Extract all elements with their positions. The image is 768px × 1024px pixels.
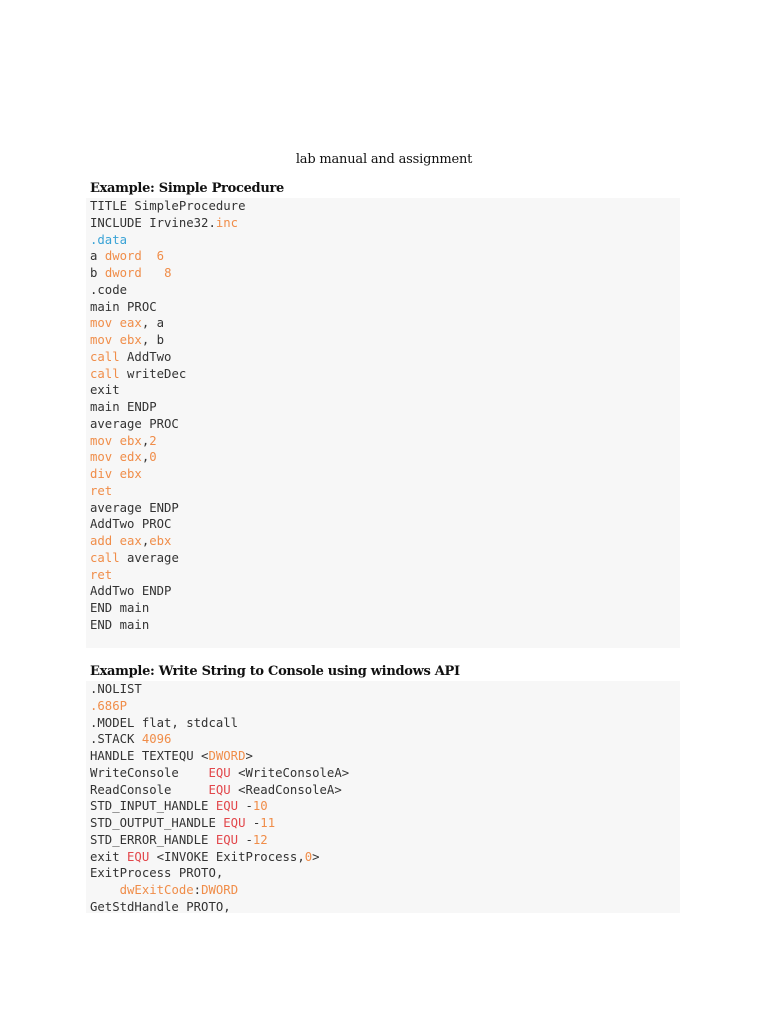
code-line xyxy=(90,215,676,232)
code-token: ret xyxy=(90,567,113,582)
code-line xyxy=(90,715,676,732)
code-token: END main xyxy=(90,601,150,615)
code-token: .NOLIST xyxy=(90,682,142,696)
code-line xyxy=(90,550,676,567)
code-line xyxy=(90,198,676,215)
code-token: main PROC xyxy=(90,299,157,314)
code-token: WriteConsole xyxy=(90,765,209,780)
code-token: 2 xyxy=(149,433,157,448)
code-line xyxy=(90,265,676,282)
code-token: main ENDP xyxy=(90,400,157,414)
code-token: AddTwo PROC xyxy=(90,517,172,532)
code-line xyxy=(90,483,676,500)
code-token: average ENDP xyxy=(90,500,179,515)
code-token: mov ebx xyxy=(90,433,142,448)
code-line xyxy=(90,567,676,584)
code-line xyxy=(90,765,676,782)
section-heading-simple-procedure: Example: Simple Procedure xyxy=(90,181,285,196)
code-line xyxy=(90,865,676,882)
code-block-write-string xyxy=(86,681,680,913)
code-token: inc xyxy=(215,215,239,230)
code-token: .MODEL flat, stdcall xyxy=(90,715,239,730)
code-line xyxy=(90,349,676,366)
code-line xyxy=(90,282,676,299)
code-line xyxy=(90,698,676,715)
code-token: - xyxy=(238,832,253,847)
code-token: mov ebx xyxy=(90,333,142,347)
code-token: writeDec xyxy=(119,366,187,381)
code-token: AddTwo ENDP xyxy=(90,584,172,599)
code-token: 11 xyxy=(260,816,276,830)
code-line xyxy=(90,731,676,748)
code-token: EQU xyxy=(215,832,239,847)
code-token: EQU xyxy=(208,782,231,797)
code-token: GetStdHandle PROTO, xyxy=(90,899,231,913)
page-header: lab manual and assignment xyxy=(295,152,473,167)
code-line xyxy=(90,815,676,832)
code-token: ExitProcess PROTO, xyxy=(90,866,224,881)
code-line xyxy=(90,798,676,815)
code-line xyxy=(90,681,676,698)
code-token: 10 xyxy=(252,799,268,814)
code-line xyxy=(90,500,676,517)
code-token: exit xyxy=(90,383,120,398)
code-token: ReadConsole xyxy=(90,782,209,797)
code-token: DWORD xyxy=(208,749,246,763)
code-token: b xyxy=(90,266,105,280)
code-token: add eax xyxy=(90,534,142,548)
code-line xyxy=(90,832,676,849)
code-token: <ReadConsoleA> xyxy=(230,782,342,797)
code-token: .686P xyxy=(90,698,128,713)
code-token: - xyxy=(238,799,253,814)
code-token: STD_OUTPUT_HANDLE xyxy=(90,816,224,830)
code-line xyxy=(90,449,676,466)
code-token: TITLE SimpleProcedure xyxy=(90,199,246,213)
code-token: : xyxy=(193,883,202,897)
code-line xyxy=(90,315,676,332)
code-token: 12 xyxy=(252,832,268,847)
code-line xyxy=(90,366,676,383)
code-line xyxy=(90,248,676,265)
code-token: exit xyxy=(90,849,128,864)
code-line xyxy=(90,232,676,249)
code-token xyxy=(142,266,164,280)
code-line xyxy=(90,399,676,416)
code-line xyxy=(90,332,676,349)
code-token: div ebx xyxy=(90,467,142,481)
code-token: 6 xyxy=(156,249,165,264)
code-token: END main xyxy=(90,617,150,632)
code-token: <WriteConsoleA> xyxy=(230,765,350,780)
code-token: .data xyxy=(90,232,128,247)
code-token: , xyxy=(141,534,150,548)
code-line xyxy=(90,533,676,550)
code-line xyxy=(90,516,676,533)
code-token: EQU xyxy=(127,849,150,864)
code-line xyxy=(90,583,676,600)
code-line xyxy=(90,382,676,399)
code-token: , a xyxy=(141,316,165,331)
code-line xyxy=(90,782,676,799)
code-token: INCLUDE Irvine32. xyxy=(90,215,216,230)
code-line xyxy=(90,416,676,433)
code-block-simple-procedure xyxy=(86,198,680,648)
code-token: 0 xyxy=(149,450,157,465)
code-line xyxy=(90,899,676,913)
code-token: 0 xyxy=(304,849,313,864)
code-token: call xyxy=(90,550,120,565)
code-token: ebx xyxy=(149,534,172,548)
code-token: , xyxy=(141,433,150,448)
section-heading-write-string: Example: Write String to Console using windows API xyxy=(90,664,460,679)
code-token: STD_INPUT_HANDLE xyxy=(90,799,216,814)
code-token: dword xyxy=(104,266,142,280)
code-token: 8 xyxy=(164,266,172,280)
code-token: call xyxy=(90,366,120,381)
code-token: a xyxy=(90,249,105,264)
code-line xyxy=(90,882,676,899)
code-line xyxy=(90,299,676,316)
code-token xyxy=(142,249,157,263)
code-token: dwExitCode xyxy=(119,883,194,897)
code-line xyxy=(90,600,676,617)
code-token: , b xyxy=(141,333,165,347)
code-token: STD_ERROR_HANDLE xyxy=(90,832,216,847)
code-line xyxy=(90,849,676,866)
code-token: DWORD xyxy=(201,883,239,897)
code-token: EQU xyxy=(223,816,246,830)
code-line xyxy=(90,748,676,765)
code-token: EQU xyxy=(215,799,239,814)
code-token: AddTwo xyxy=(119,349,172,364)
code-token: mov eax xyxy=(90,316,142,331)
code-token: .STACK xyxy=(90,732,142,747)
code-token: dword xyxy=(104,249,142,264)
code-token: average xyxy=(119,550,179,565)
code-line xyxy=(90,433,676,450)
code-token: .code xyxy=(90,282,128,297)
code-token: <INVOKE ExitProcess, xyxy=(149,849,305,864)
code-token: > xyxy=(245,749,253,763)
code-token: , xyxy=(141,450,150,465)
code-token: 4096 xyxy=(141,732,172,747)
code-token: > xyxy=(312,849,320,864)
code-line xyxy=(90,466,676,483)
code-token: - xyxy=(245,816,261,830)
code-line xyxy=(90,617,676,634)
code-token: average PROC xyxy=(90,416,179,431)
code-token: call xyxy=(90,349,120,364)
code-token: mov edx xyxy=(90,450,142,465)
code-token: EQU xyxy=(208,765,231,780)
code-token: HANDLE TEXTEQU < xyxy=(90,749,209,763)
code-token xyxy=(90,883,120,897)
code-token: ret xyxy=(90,483,113,498)
